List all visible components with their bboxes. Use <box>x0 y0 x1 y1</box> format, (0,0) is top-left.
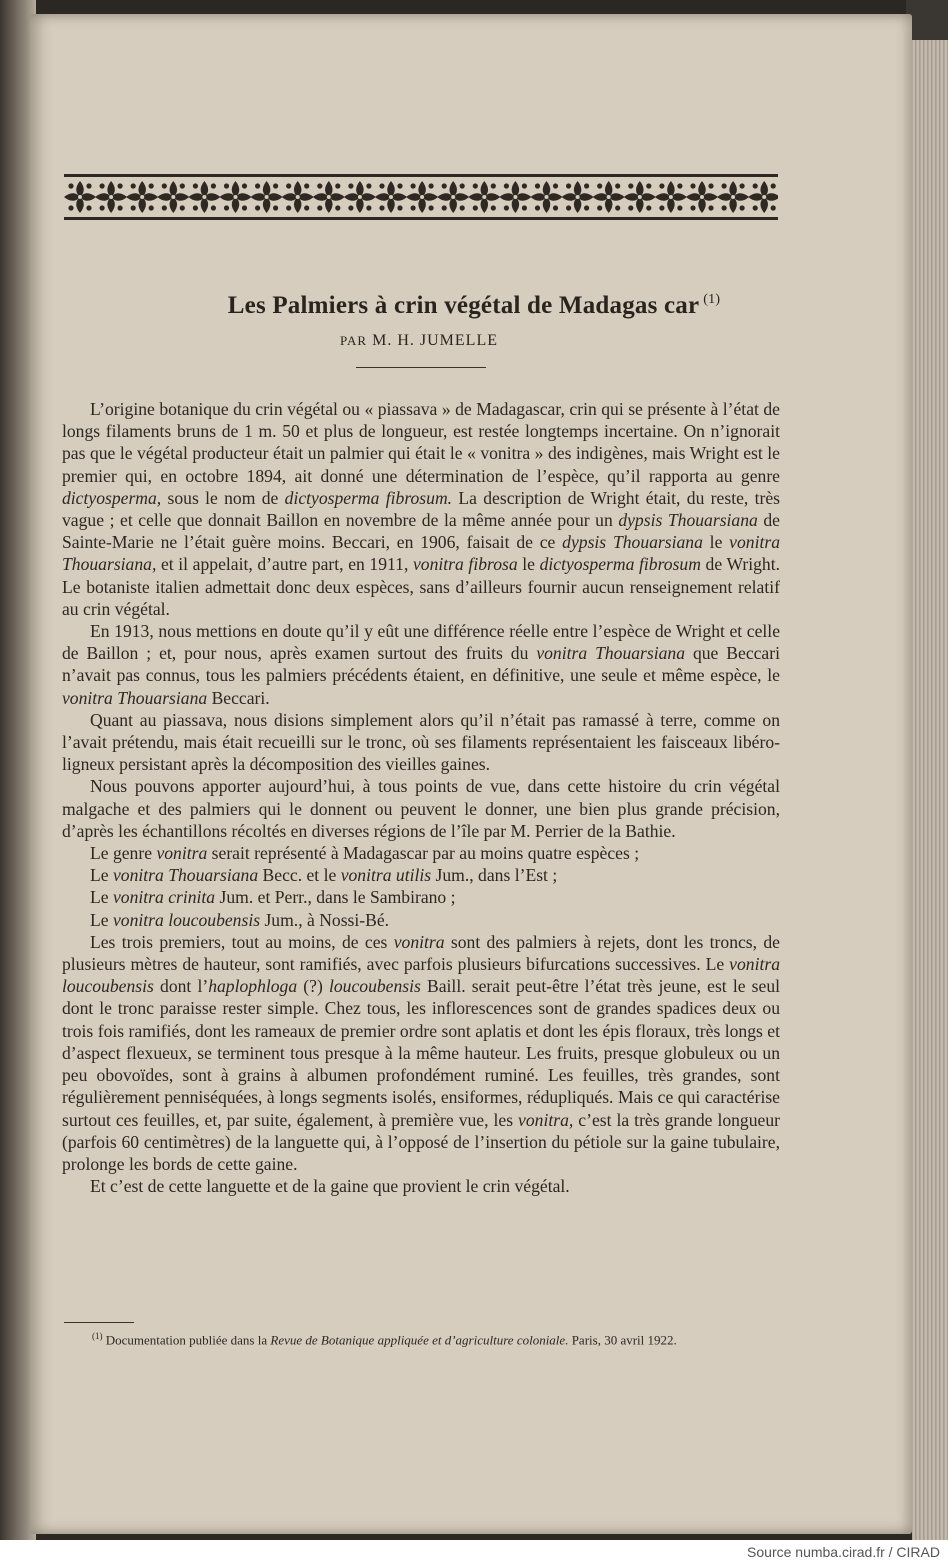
text-run: Les trois premiers, tout au moins, de ces <box>90 931 394 952</box>
paragraph <box>62 1175 780 1197</box>
article-title <box>0 292 948 320</box>
text-run: Baill. serait peut-être l’état très jeune, est le seul dont le tronc paraisse rester simple. Chez tous, les inflorescences sont de grandes spadices deux ou trois fois ramifiés, dont les rameaux de premier ordre sont aplatis et dont les épis floraux, très longs et d’aspect flexueux, se terminent tous presque à la même hauteur. Les fruits, presque globuleux ou un peu obovoïdes, sont à grains à albumen profondément ruminé. Les feuilles, très grandes, sont régulièrement penniséquées, à longs segments isolés, ensiformes, rédupliqués. Mais ce qui caractérise surtout ces feuilles, et, par suite, également, à première vue, les <box>62 976 781 1130</box>
fleuron-icon <box>468 181 500 213</box>
italic-run: vonitra <box>393 931 445 952</box>
author-prefix: PAR <box>340 333 368 348</box>
fleuron-icon <box>313 181 345 213</box>
fleuron-icon <box>95 181 127 213</box>
italic-run: vonitra <box>156 843 208 864</box>
paragraph <box>62 886 780 908</box>
text-run: Le <box>90 909 113 930</box>
article-body <box>62 398 780 1197</box>
text-run: Jum., à Nossi-Bé. <box>260 909 390 930</box>
fleuron-icon <box>344 181 376 213</box>
footnote <box>64 1328 784 1348</box>
fleuron-icon <box>251 181 283 213</box>
text-run: de Sainte-Marie ne l’était guère moins. Beccari, en 1906, faisait de ce <box>62 510 780 553</box>
italic-run: vonitra Thouarsiana <box>536 643 686 664</box>
fleuron-icon <box>717 181 749 213</box>
text-run: que Beccari n’avait pas connus, tous les palmiers précédents étaient, en définitive, une seule et même espèce, le <box>62 643 780 686</box>
text-run: c’est la très grande longueur (parfois 60 centimètres) de la languette qui, à l’opposé de l’insertion du pétiole sur la gaine tubulaire, prolonge les bords de cette gaine. <box>62 1109 780 1174</box>
paragraph <box>62 842 780 864</box>
text-run: L’origine botanique du crin végétal ou « piassava » de Madagascar, crin qui se présente à l’état de longs filaments bruns de 1 m. 50 et plus de longueur, est restée longtemps incertaine. On n’ignorait pas que le végétal producteur était un palmier qui était le « vonitra » des indigènes, mais Wright est le premier qui, en octobre 1894, ait donné une détermination de l’espèce, qu’il rapporta au genre <box>62 399 780 486</box>
text-run: le <box>702 532 730 553</box>
page-stack-edge <box>912 40 948 1540</box>
fleuron-icon <box>157 181 189 213</box>
footnote-source: Revue de Botanique appliquée et d’agriculture coloniale. <box>270 1332 569 1348</box>
text-run: La description de Wright était, du reste, très vague ; et celle que donnait Baillon en novembre de la même année pour un <box>62 487 780 531</box>
text-run: serait représenté à Madagascar par au moins quatre espèces ; <box>207 843 640 864</box>
paragraph <box>62 864 780 886</box>
fleuron-ornament-band <box>64 172 778 222</box>
italic-run: dictyosperma fibrosum. <box>284 487 453 508</box>
italic-run: vonitra crinita <box>112 887 216 908</box>
paragraph <box>62 931 780 1175</box>
italic-run: vonitra fibrosa <box>412 554 518 575</box>
fleuron-icon <box>748 181 778 213</box>
italic-run: loucoubensis <box>328 976 421 997</box>
fleuron-icon <box>593 181 625 213</box>
italic-run: dictyosperma, <box>62 487 162 508</box>
article-title-text: Les Palmiers à crin végétal de Madagas car <box>227 292 700 319</box>
text-run: sont des palmiers à rejets, dont les troncs, de plusieurs mètres de hauteur, sont ramifiés, avec parfois plusieurs bifurcations successives. Le <box>62 931 780 975</box>
text-run: Le <box>90 887 113 908</box>
text-run: En 1913, nous mettions en doute qu’il y eût une différence réelle entre l’espèce de Wright et celle de Baillon ; et, pour nous, après examen surtout des fruits du <box>62 621 780 664</box>
footnote-text-before: Documentation publiée dans la <box>102 1332 271 1348</box>
italic-run: haplophloga <box>208 976 298 997</box>
text-run: dont l’ <box>153 976 209 997</box>
fleuron-icon <box>437 181 469 213</box>
text-run: Et c’est de cette languette et de la gaine que provient le crin végétal. <box>90 1176 570 1197</box>
article-author-line <box>0 332 838 350</box>
fleuron-icon <box>282 181 314 213</box>
text-run: Becc. et le <box>258 865 341 886</box>
title-divider <box>356 367 486 368</box>
italic-run: dypsis Thouarsiana <box>618 510 758 531</box>
text-run: Nous pouvons apporter aujourd’hui, à tous points de vue, dans cette histoire du crin végétal malgache et des palmiers qui le donnent ou peuvent le donner, une bien plus grande précision, d’après les échantillons récoltés en diverses régions de l’île par M. Perrier de la Bathie. <box>62 776 780 841</box>
fleuron-icon <box>562 181 594 213</box>
fleuron-icon <box>220 181 252 213</box>
paragraph <box>62 620 780 709</box>
italic-run: dictyosperma fibrosum <box>539 554 701 575</box>
author-name: M. H. JUMELLE <box>372 332 498 349</box>
fleuron-icon <box>375 181 407 213</box>
paragraph <box>62 398 780 620</box>
italic-run: vonitra Thouarsiana <box>62 687 208 708</box>
credit-bar <box>0 1540 948 1566</box>
italic-run: dypsis Thouarsiana <box>562 532 703 553</box>
text-run: Le <box>90 865 113 886</box>
italic-run: vonitra Thouarsiana, <box>62 532 780 575</box>
italic-run: vonitra utilis <box>340 865 432 886</box>
footnote-mark: (1) <box>92 1331 103 1341</box>
fleuron-icon <box>64 181 96 213</box>
paragraph <box>62 709 780 776</box>
text-run: et il appelait, d’autre part, en 1911, <box>156 554 413 575</box>
italic-run: vonitra loucoubensis <box>62 954 780 997</box>
fleuron-icon <box>686 181 718 213</box>
text-run: Jum. et Perr., dans le Sambirano ; <box>215 887 456 908</box>
source-credit: Source numba.cirad.fr / CIRAD <box>747 1544 940 1560</box>
text-run: Quant au piassava, nous disions simplement alors qu’il n’était pas ramassé à terre, comme on l’avait prétendu, mais était recueilli sur le tronc, où ses filaments représentaient les faisceaux libéro-ligneux persistant après la décomposition des vieilles gaines. <box>62 709 780 775</box>
paragraph <box>62 775 780 842</box>
fleuron-icon <box>406 181 438 213</box>
title-footnote-mark: (1) <box>703 292 721 307</box>
text-run: Jum., dans l’Est ; <box>431 865 558 886</box>
text-run: sous le nom de <box>161 487 285 508</box>
fleuron-icon <box>188 181 220 213</box>
fleuron-icon <box>655 181 687 213</box>
text-run: (?) <box>297 976 329 997</box>
fleuron-icon <box>499 181 531 213</box>
fleuron-icon <box>531 181 563 213</box>
paragraph <box>62 909 780 931</box>
fleuron-icon <box>126 181 158 213</box>
italic-run: vonitra, <box>518 1109 574 1130</box>
text-run: le <box>517 554 540 575</box>
italic-run: vonitra loucoubensis <box>112 909 261 930</box>
footnote-text-after: Paris, 30 avril 1922. <box>568 1332 677 1348</box>
text-run: de Wright. Le botaniste italien admettait donc deux espèces, sans d’ailleurs fournir aucun renseignement relatif au crin végétal. <box>62 554 780 619</box>
text-run: Le genre <box>90 843 157 864</box>
fleuron-icon <box>624 181 656 213</box>
footnote-divider <box>64 1322 134 1323</box>
text-run: Beccari. <box>207 687 270 708</box>
italic-run: vonitra Thouarsiana <box>112 865 259 886</box>
